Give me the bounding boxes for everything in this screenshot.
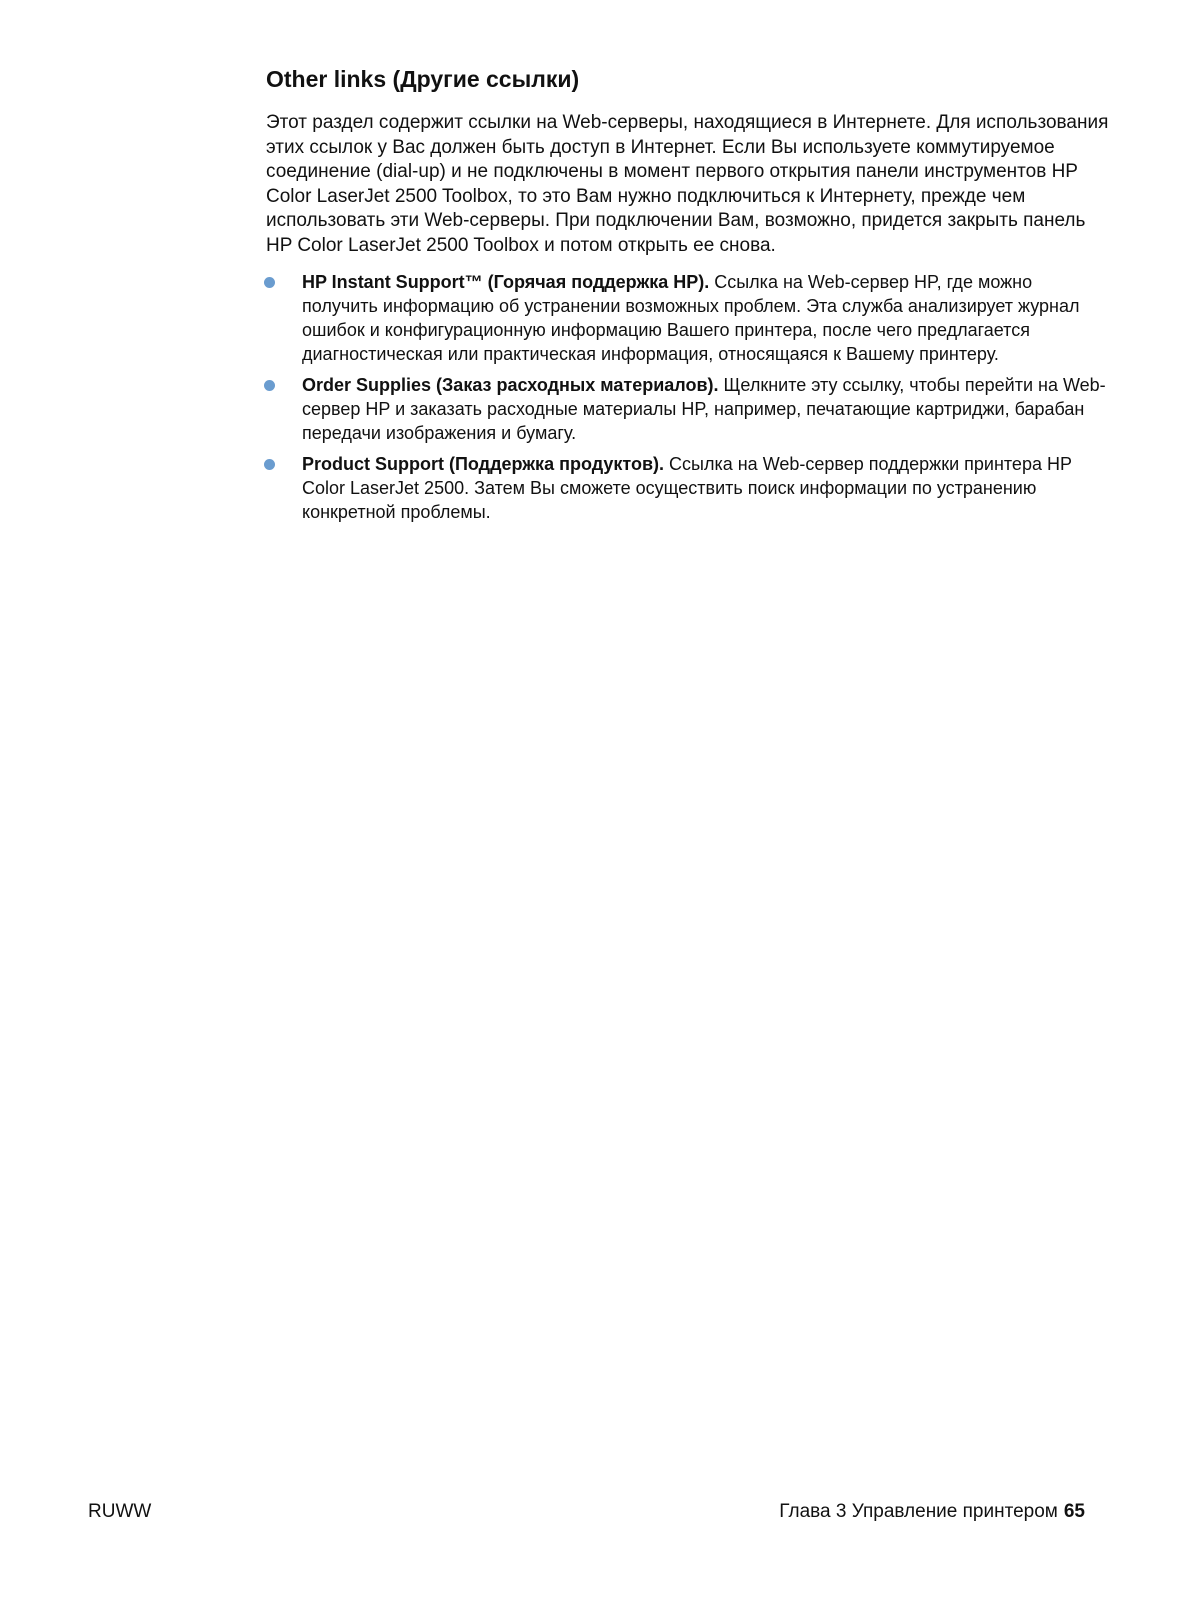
other-links-section: [266, 62, 1111, 531]
intro-paragraph: Этот раздел содержит ссылки на Web-серверы, находящиеся в Интернете. Для использования этих ссылок у Вас должен быть доступ в Интернет. Если Вы используете коммутируемое соединение (dial-up) и не подключены в момент первого открытия панели инструментов HP Color LaserJet 2500 Toolbox, то это Вам нужно подключиться к Интернету, прежде чем использовать эти Web-серверы. При подключении Вам, возможно, придется закрыть панель HP Color LaserJet 2500 Toolbox и потом открыть ее снова.: [266, 112, 1109, 256]
bullet-dot-icon: [264, 277, 275, 288]
list-item-title: HP Instant Support™ (Горячая поддержка HP).: [302, 271, 710, 292]
page-number: 65: [1063, 1501, 1085, 1522]
list-item-product-support: [266, 452, 1111, 524]
links-list: [266, 270, 1111, 524]
list-item-order-supplies: [266, 373, 1111, 445]
list-item-instant-support: [266, 270, 1111, 366]
footer-chapter: [779, 1500, 1085, 1524]
list-item-text: Ссылка на Web-сервер поддержки принтера HP Color LaserJet 2500. Затем Вы сможете осуществить поиск информации по устранению конкретной проблемы.: [302, 453, 1072, 522]
list-item-text: Ссылка на Web-сервер HP, где можно получить информацию об устранении возможных проблем. Эта служба анализирует журнал ошибок и конфигурационную информацию Вашего принтера, после чего предлагается диагностическая или практическая информация, относящаяся к Вашему принтеру.: [302, 271, 1080, 364]
footer-locale-code: RUWW: [88, 1501, 152, 1522]
list-item-title: Order Supplies (Заказ расходных материалов).: [302, 374, 719, 395]
list-item-text: Щелкните эту ссылку, чтобы перейти на Web-сервер HP и заказать расходные материалы HP, например, печатающие картриджи, барабан передачи изображения и бумагу.: [302, 374, 1106, 443]
footer-chapter-title: Глава 3 Управление принтером: [779, 1501, 1058, 1522]
bullet-dot-icon: [264, 380, 275, 391]
list-item-title: Product Support (Поддержка продуктов).: [302, 453, 665, 474]
bullet-dot-icon: [264, 459, 275, 470]
section-title: Other links (Другие ссылки): [266, 66, 580, 92]
